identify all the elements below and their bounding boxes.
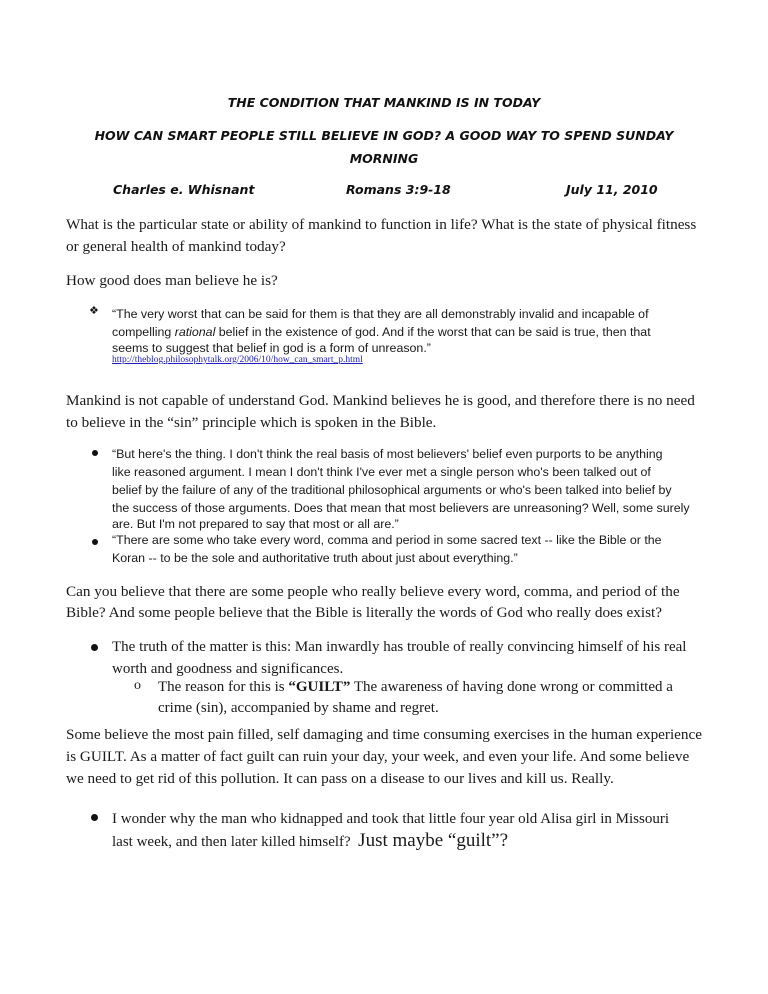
paragraph-1-line-1: What is the particular state or ability of mankind to function in life? What is the state of physical fitness xyxy=(66,216,697,233)
bullet-icon xyxy=(91,644,98,651)
point-2-line-2: last week, and then later killed himself? Just maybe “guilt”? xyxy=(112,830,509,851)
quote-3-line-2: Koran -- to be the sole and authoritative truth about just about everything.” xyxy=(112,551,518,565)
quote-2-line-1: “But here's the thing. I don't think the real basis of most believers' belief even purports to be anything xyxy=(112,447,663,461)
scripture-reference: Romans 3:9-18 xyxy=(346,182,451,197)
quote-2-line-4: the success of those arguments. Does that mean that most believers are unreasoning? Well, some surely xyxy=(112,501,690,515)
paragraph-5-line-1: Some believe the most pain filled, self damaging and time consuming exercises in the human experience xyxy=(66,726,702,743)
source-link[interactable]: http://theblog.philosophytalk.org/2006/10/how_can_smart_p.html xyxy=(112,355,363,365)
quote-2-line-3: belief by the failure of any of the traditional philosophical arguments or who's been talked into belief by xyxy=(112,483,672,497)
quote-1-line-1: “The very worst that can be said for them is that they are all demonstrably invalid and incapable of xyxy=(112,307,649,321)
bullet-icon xyxy=(92,450,98,456)
sermon-date: July 11, 2010 xyxy=(566,182,658,197)
paragraph-4-line-2: Bible? And some people believe that the Bible is literally the words of God who really does exist? xyxy=(66,604,662,621)
document-title: THE CONDITION THAT MANKIND IS IN TODAY xyxy=(227,95,541,110)
document-subtitle-line1: HOW CAN SMART PEOPLE STILL BELIEVE IN GOD? A GOOD WAY TO SPEND SUNDAY xyxy=(94,128,674,143)
point-2-line-1: I wonder why the man who kidnapped and took that little four year old Alisa girl in Missouri xyxy=(112,811,669,827)
paragraph-4-line-1: Can you believe that there are some people who really believe every word, comma, and period of the xyxy=(66,583,680,600)
quote-1-italic-word: rational xyxy=(174,325,216,339)
point-1-line-1: The truth of the matter is this: Man inwardly has trouble of really convincing himself of his real xyxy=(112,639,687,655)
guilt-emphasis: “GUILT” xyxy=(288,679,351,695)
paragraph-3-line-2: to believe in the “sin” principle which is spoken in the Bible. xyxy=(66,414,437,431)
bullet-icon xyxy=(92,539,98,545)
quote-3-line-1: “There are some who take every word, comma and period in some sacred text -- like the Bible or the xyxy=(112,533,662,547)
quote-2-line-2: like reasoned argument. I mean I don't think I've ever met a single person who's been talked out of xyxy=(112,465,651,479)
paragraph-5-line-2: is GUILT. As a matter of fact guilt can ruin your day, your week, and even your life. And some believe xyxy=(66,748,690,765)
document-subtitle-line2: MORNING xyxy=(349,151,419,166)
quote-2-line-5: are. But I'm not prepared to say that most or all are.” xyxy=(112,517,399,531)
circle-bullet-icon: o xyxy=(134,678,141,693)
point-1-line-2: worth and goodness and significances. xyxy=(112,661,344,677)
subpoint-1-line-1: The reason for this is “GUILT” The awareness of having done wrong or committed a xyxy=(158,679,673,695)
diamond-bullet-icon: ❖ xyxy=(89,304,99,317)
quote-1-line-2: compelling rational belief in the existence of god. And if the worst that can be said is true, then that xyxy=(112,325,651,339)
bullet-icon xyxy=(91,814,98,821)
paragraph-2: How good does man believe he is? xyxy=(66,272,278,289)
paragraph-5-line-3: we need to get rid of this pollution. It can pass on a disease to our lives and kill us. Really. xyxy=(66,770,614,787)
author-name: Charles e. Whisnant xyxy=(113,182,255,197)
quote-1-line-3: seems to suggest that belief in god is a form of unreason.” xyxy=(112,341,431,355)
subpoint-1-line-2: crime (sin), accompanied by shame and regret. xyxy=(158,700,439,716)
paragraph-3-line-1: Mankind is not capable of understand God. Mankind believes he is good, and therefore there is no need xyxy=(66,392,695,409)
paragraph-1-line-2: or general health of mankind today? xyxy=(66,238,286,255)
guilt-question: Just maybe “guilt”? xyxy=(358,830,509,851)
